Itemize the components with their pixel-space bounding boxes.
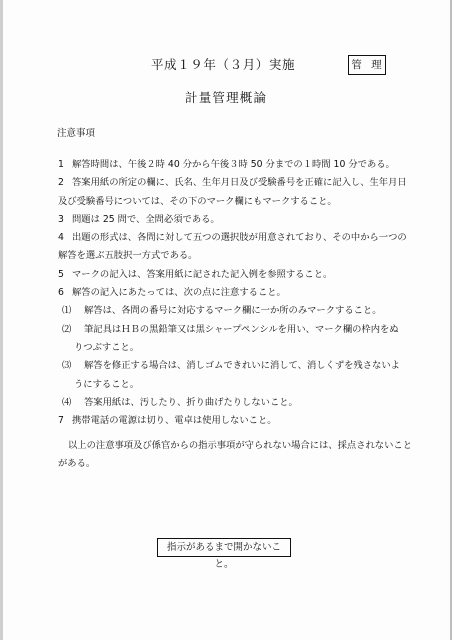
item-number: ⑵ [62, 323, 72, 335]
exam-date-header: 平成１９年（３月）実施 [151, 57, 296, 72]
item-text-line: 問題は 25 問で、全問必須である。 [72, 213, 220, 225]
sub-list-item [58, 394, 398, 412]
item-number: 5 [58, 268, 64, 280]
sub-list-item [58, 321, 398, 358]
item-number: ⑴ [62, 305, 72, 317]
item-number: 6 [58, 287, 64, 299]
list-item [58, 284, 398, 302]
item-text-line: マークの記入は、答案用紙に記された記入例を参照すること。 [72, 268, 333, 280]
item-text-line: 出題の形式は、各問に対して五つの選択肢が用意されており、その中から一つの [72, 232, 407, 244]
list-item [58, 211, 398, 229]
item-text-line: 解答の記入にあたっては、次の点に注意すること。 [72, 287, 286, 299]
page-title: 計量管理概論 [185, 90, 268, 105]
scan-edge-left [0, 0, 3, 640]
do-not-open-notice: 指示があるまで開かないこと。 [157, 538, 291, 557]
item-text-line: りつぶすこと。 [74, 341, 140, 353]
item-number: 4 [58, 232, 64, 244]
item-text-line: 解答を選ぶ五肢択一方式である。 [58, 250, 198, 262]
item-number: ⑶ [62, 360, 72, 372]
item-number: 1 [58, 159, 64, 170]
notes-list [58, 156, 407, 430]
list-item [58, 174, 407, 211]
footer-note [58, 437, 412, 473]
subject-badge: 管 理 [348, 55, 386, 75]
item-text-line: 答案用紙の所定の欄に、氏名、生年月日及び受験番号を正確に記入し、生年月日 [72, 177, 407, 189]
item-number: 7 [58, 415, 64, 427]
item-number: ⑷ [62, 396, 72, 408]
sub-list-item [58, 302, 398, 320]
item-text-line: 及び受験番号については、その下のマーク欄にもマークすること。 [58, 195, 337, 207]
sub-list-item [58, 357, 398, 394]
notes-heading: 注意事項 [57, 128, 96, 139]
footer-note-line: がある。 [58, 458, 96, 469]
item-number: 3 [58, 213, 64, 225]
list-item [58, 229, 407, 266]
item-text-line: 解答は、各問の番号に対応するマーク欄に一か所のみマークすること。 [84, 305, 382, 317]
list-item [58, 412, 398, 430]
item-text-line: 解答を修正する場合は、消しゴムできれいに消して、消しくずを残さないよ [84, 360, 400, 372]
list-item [58, 156, 398, 174]
item-text-line: 答案用紙は、汚したり、折り曲げたりしないこと。 [84, 396, 298, 408]
item-text-line: うにすること。 [74, 378, 140, 390]
item-text-line: 筆記具はＨＢの黒鉛筆又は黒シャープペンシルを用い、マーク欄の枠内をぬ [84, 323, 399, 335]
item-number: 2 [58, 177, 64, 189]
list-item [58, 266, 398, 284]
item-text-line: 携帯電話の電源は切り、電卓は使用しないこと。 [72, 415, 277, 427]
item-text-line: 解答時間は、午後２時 40 分から午後３時 50 分までの１時間 10 分である。 [72, 159, 395, 170]
footer-note-line: 以上の注意事項及び係官からの指示事項が守られない場合には、採点されないこと [68, 440, 412, 451]
